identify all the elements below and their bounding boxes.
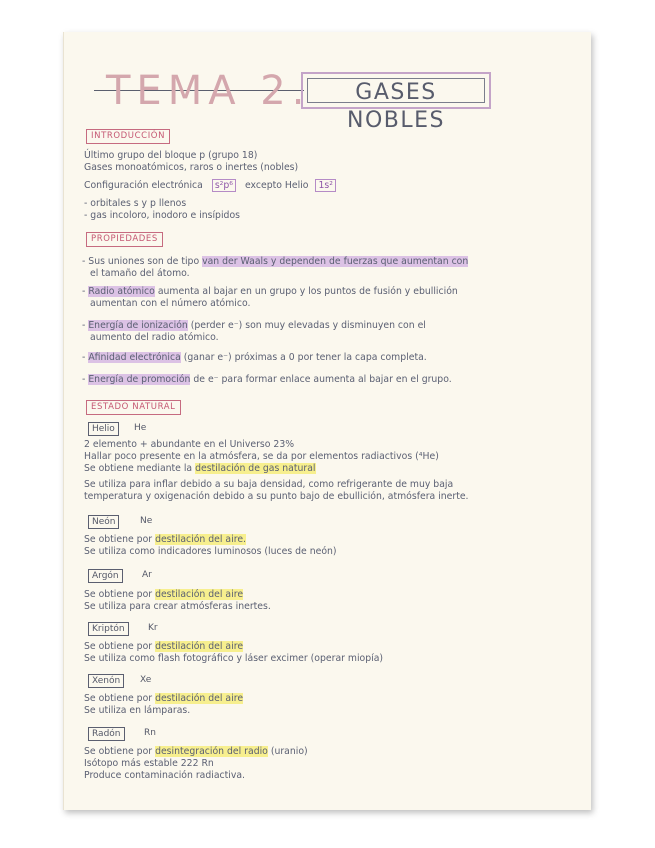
topic-number: TEMA 2. [106,68,311,114]
element-line: Se obtiene por destilación del aire. [84,534,246,545]
property-highlight: Radio atómico [88,286,155,297]
element-line: temperatura y oxigenación debido a su punto bajo de ebullición, atmósfera inerte. [84,491,469,502]
property-highlight: Energía de promoción [88,374,191,385]
element-highlight: destilación del aire [155,693,244,704]
intro-config-exception: excepto Helio [244,180,309,191]
property-item-cont: aumentan con el número atómico. [90,298,251,309]
element-line: Se utiliza en lámparas. [84,705,191,716]
element-line: Hallar poco presente en la atmósfera, se da por elementos radiactivos (⁴He) [84,451,439,462]
property-highlight: Afinidad electrónica [88,352,181,363]
element-highlight: destilación de gas natural [195,463,316,474]
element-highlight: destilación del aire [155,589,244,600]
property-item-cont: aumento del radio atómico. [90,332,219,343]
element-tag-kripton: Kriptón [88,622,129,636]
property-highlight: van der Waals y dependen de fuerzas que aumentan con [202,256,469,267]
element-line: Se utiliza como flash fotográfico y láser excimer (operar miopía) [84,653,384,664]
element-line: Se utiliza como indicadores luminosos (luces de neón) [84,546,337,557]
element-tag-neon: Neón [88,515,119,529]
intro-line: Último grupo del bloque p (grupo 18) [84,150,258,161]
intro-line: Gases monoatómicos, raros o inertes (nobles) [84,162,299,173]
element-tag-xenon: Xenón [88,674,124,688]
element-line: Se utiliza para crear atmósferas inertes. [84,601,271,612]
element-line: Produce contaminación radiactiva. [84,770,246,781]
notebook-page [63,32,591,810]
element-highlight: destilación del aire. [155,534,246,545]
element-line: 2 elemento + abundante en el Universo 23% [84,439,295,450]
section-tag-propiedades: PROPIEDADES [86,232,163,247]
page-title: GASES NOBLES [307,78,485,103]
element-line: Se obtiene por desintegración del radio (uranio) [84,746,308,757]
element-symbol: He [134,423,147,433]
element-highlight: desintegración del radio [155,746,268,757]
title-box [301,72,491,133]
element-highlight: destilación del aire [155,641,244,652]
property-item: - Radio atómico aumenta al bajar en un grupo y los puntos de fusión y ebullición [82,286,458,297]
config-main-box: s²p⁶ [212,179,236,192]
property-highlight: Energía de ionización [88,320,188,331]
intro-line: - gas incoloro, inodoro e insípidos [84,210,240,221]
element-line: Se obtiene por destilación del aire [84,589,244,600]
element-symbol: Xe [140,675,152,685]
property-item-cont: el tamaño del átomo. [90,268,190,279]
section-tag-introduccion: INTRODUCCIÓN [86,129,170,144]
element-line: Isótopo más estable 222 Rn [84,758,214,769]
element-line: Se obtiene por destilación del aire [84,693,244,704]
element-symbol: Ne [140,516,153,526]
element-symbol: Kr [148,623,158,633]
element-symbol: Rn [144,728,156,738]
element-line: Se obtiene por destilación del aire [84,641,244,652]
property-item: - Sus uniones son de tipo van der Waals y dependen de fuerzas que aumentan con [82,256,469,267]
element-symbol: Ar [142,570,152,580]
element-tag-radon: Radón [88,727,125,741]
intro-config-line [84,180,336,191]
element-tag-helio: Helio [88,422,119,436]
intro-line: - orbitales s y p llenos [84,198,187,209]
property-item: - Afinidad electrónica (ganar e⁻) próximas a 0 por tener la capa completa. [82,352,427,363]
section-tag-estado-natural: ESTADO NATURAL [86,400,181,415]
property-item: - Energía de ionización (perder e⁻) son muy elevadas y disminuyen con el [82,320,426,331]
property-item: - Energía de promoción de e⁻ para formar enlace aumenta al bajar en el grupo. [82,374,452,385]
element-line: Se obtiene mediante la destilación de gas natural [84,463,316,474]
config-he-box: 1s² [315,179,336,192]
intro-config-label: Configuración electrónica [84,180,203,191]
element-tag-argon: Argón [88,569,123,583]
element-line: Se utiliza para inflar debido a su baja densidad, como refrigerante de muy baja [84,479,454,490]
